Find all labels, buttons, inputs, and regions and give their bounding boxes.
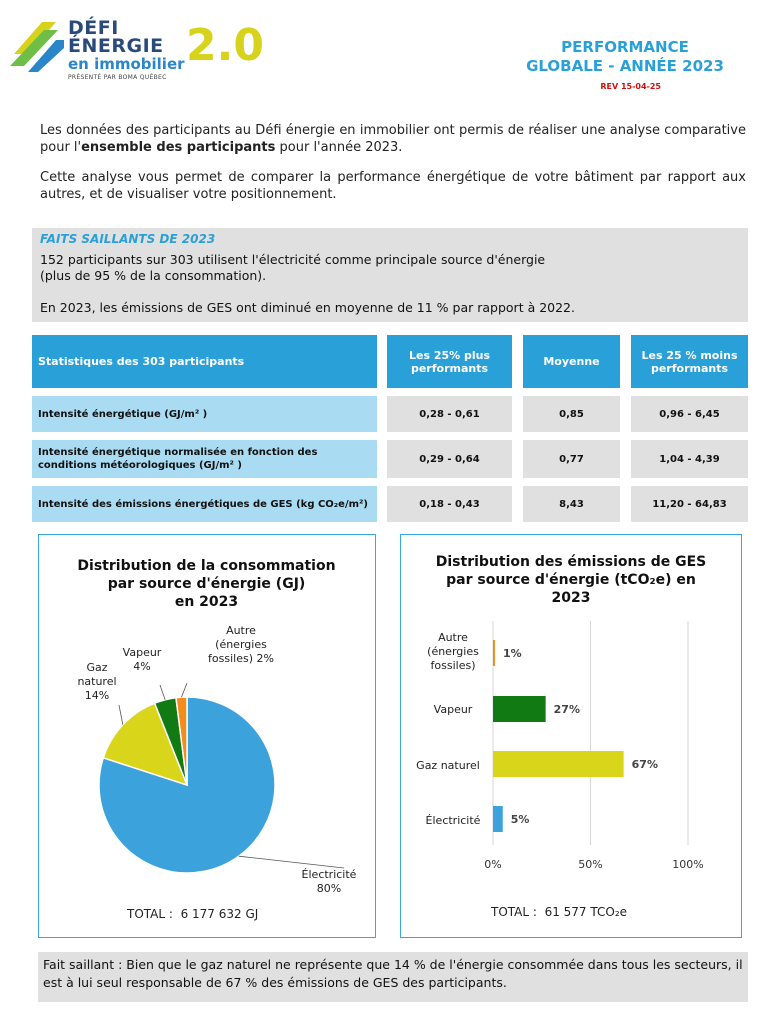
stats-row-mean: 8,43 <box>523 486 620 522</box>
pie-label-line: (énergies <box>215 638 267 651</box>
bar-mark <box>493 696 546 722</box>
bar-title-line: par source d'énergie (tCO₂e) en <box>446 572 696 588</box>
bar-category-label: Électricité <box>425 814 481 827</box>
bar-title-line: 2023 <box>551 590 591 606</box>
bar-category-line: Autre <box>438 631 468 644</box>
stats-row-label: Intensité énergétique (GJ/m² ) <box>32 396 377 432</box>
pie-label-line: Électricité <box>301 868 357 881</box>
stats-row-mean: 0,85 <box>523 396 620 432</box>
pie-leader-line <box>181 683 187 697</box>
pie-label-line: naturel <box>77 675 117 688</box>
stats-header-mean: Moyenne <box>523 335 620 388</box>
page-title-line1: PERFORMANCE <box>561 38 689 56</box>
page-title-line2: GLOBALE - ANNÉE 2023 <box>526 57 724 75</box>
pie-total <box>127 907 258 921</box>
intro-paragraph-2: Cette analyse vous permet de comparer la performance énergétique de votre bâtiment par rapport aux autres, et de visualiser votre positionnement. <box>40 170 746 202</box>
revision-label: REV 15-04-25 <box>600 82 661 91</box>
pie-label-electricite <box>289 868 369 896</box>
pie-label-gaz <box>69 661 125 703</box>
highlights-box <box>32 228 748 322</box>
bar-value-label: 67% <box>631 758 658 771</box>
bar-category-label: Gaz naturel <box>416 759 480 772</box>
logo-numeral: 2.0 <box>186 20 264 71</box>
stats-header-worst: Les 25 % moins performants <box>631 335 748 388</box>
stats-row-mean: 0,77 <box>523 440 620 478</box>
pie-label-line: 80% <box>316 882 342 895</box>
stats-row-worst: 1,04 - 4,39 <box>631 440 748 478</box>
intro-p1-c: pour l'année 2023. <box>275 140 403 155</box>
bar-total-label: TOTAL : <box>491 905 537 919</box>
bar-x-tick-label: 50% <box>578 858 603 871</box>
highlights-line-1: 152 participants sur 303 utilisent l'électricité comme principale source d'énergie <box>40 252 546 267</box>
stats-header-best: Les 25% plus performants <box>387 335 512 388</box>
bar-value-label: 27% <box>553 703 580 716</box>
footer-highlight: Fait saillant : Bien que le gaz naturel ne représente que 14 % de l'énergie consommée dans tous les secteurs, il est à lui seul responsable de 67 % des émissions de GES des participants. <box>38 952 748 1002</box>
pie-leader-line <box>160 685 165 700</box>
pie-label-line: Gaz <box>86 661 108 674</box>
consumption-chart-panel <box>38 534 376 938</box>
highlights-title: FAITS SAILLANTS DE 2023 <box>40 232 216 246</box>
pie-label-line: fossiles) 2% <box>208 652 274 665</box>
highlights-line-3: En 2023, les émissions de GES ont diminué en moyenne de 11 % par rapport à 2022. <box>40 300 575 315</box>
bar-title-line: Distribution des émissions de GES <box>435 554 707 570</box>
logo-line-defi: DÉFI <box>68 17 119 39</box>
stats-row-best: 0,28 - 0,61 <box>387 396 512 432</box>
page-title <box>510 38 740 76</box>
pie-total-label: TOTAL : <box>127 907 173 921</box>
bar-mark <box>493 751 624 777</box>
pie-label-autre <box>196 624 286 666</box>
bar-value-label: 1% <box>502 647 522 660</box>
logo-arrow-icon <box>8 16 68 74</box>
stats-row-worst: 0,96 - 6,45 <box>631 396 748 432</box>
pie-label-line: Autre <box>226 624 256 637</box>
intro-p1-a: Les données des participants au Défi énergie en immobilier ont permis de réaliser une analyse comparative pour l' <box>40 123 746 155</box>
intro-p1-bold: ensemble des participants <box>81 140 276 155</box>
emissions-chart-panel <box>400 534 742 938</box>
bar-x-tick-label: 0% <box>484 858 502 871</box>
bar-category-label: Vapeur <box>433 703 473 716</box>
bar-total-value: 61 577 TCO₂e <box>544 905 628 919</box>
stats-header-label: Statistiques des 303 participants <box>32 335 377 388</box>
bar-x-tick-label: 100% <box>672 858 704 871</box>
pie-label-line: 14% <box>84 689 110 702</box>
pie-title-line: Distribution de la consommation <box>77 558 336 574</box>
pie-leader-line <box>119 705 123 725</box>
bar-value-label: 5% <box>510 813 530 826</box>
bar-category-label <box>415 631 491 673</box>
intro-paragraph-1 <box>40 122 746 156</box>
logo-line-presente: PRÉSENTÉ PAR BOMA QUÉBEC <box>68 74 167 81</box>
bar-category-line: (énergies <box>427 645 479 658</box>
bar-mark <box>493 640 495 666</box>
stats-row-best: 0,29 - 0,64 <box>387 440 512 478</box>
logo-line-immobilier: en immobilier <box>68 55 185 73</box>
stats-row-label: Intensité des émissions énergétiques de GES (kg CO₂e/m²) <box>32 486 377 522</box>
defi-energie-logo <box>8 16 264 86</box>
pie-total-value: 6 177 632 GJ <box>180 907 259 921</box>
stats-row-label: Intensité énergétique normalisée en fonction des conditions météorologiques (GJ/m² ) <box>32 440 377 478</box>
bar-mark <box>493 806 503 832</box>
stats-row-worst: 11,20 - 64,83 <box>631 486 748 522</box>
pie-title-line: en 2023 <box>174 594 239 610</box>
pie-title-line: par source d'énergie (GJ) <box>107 576 306 592</box>
pie-label-line: Vapeur <box>122 646 162 659</box>
stats-row-best: 0,18 - 0,43 <box>387 486 512 522</box>
pie-label-line: 4% <box>133 660 151 673</box>
bar-total <box>491 905 627 919</box>
pie-leader-line <box>239 856 344 868</box>
highlights-line-2: (plus de 95 % de la consommation). <box>40 268 267 283</box>
logo-line-energie: ÉNERGIE <box>68 35 164 57</box>
bar-category-line: fossiles) <box>430 659 476 672</box>
bar-chart <box>401 535 741 935</box>
